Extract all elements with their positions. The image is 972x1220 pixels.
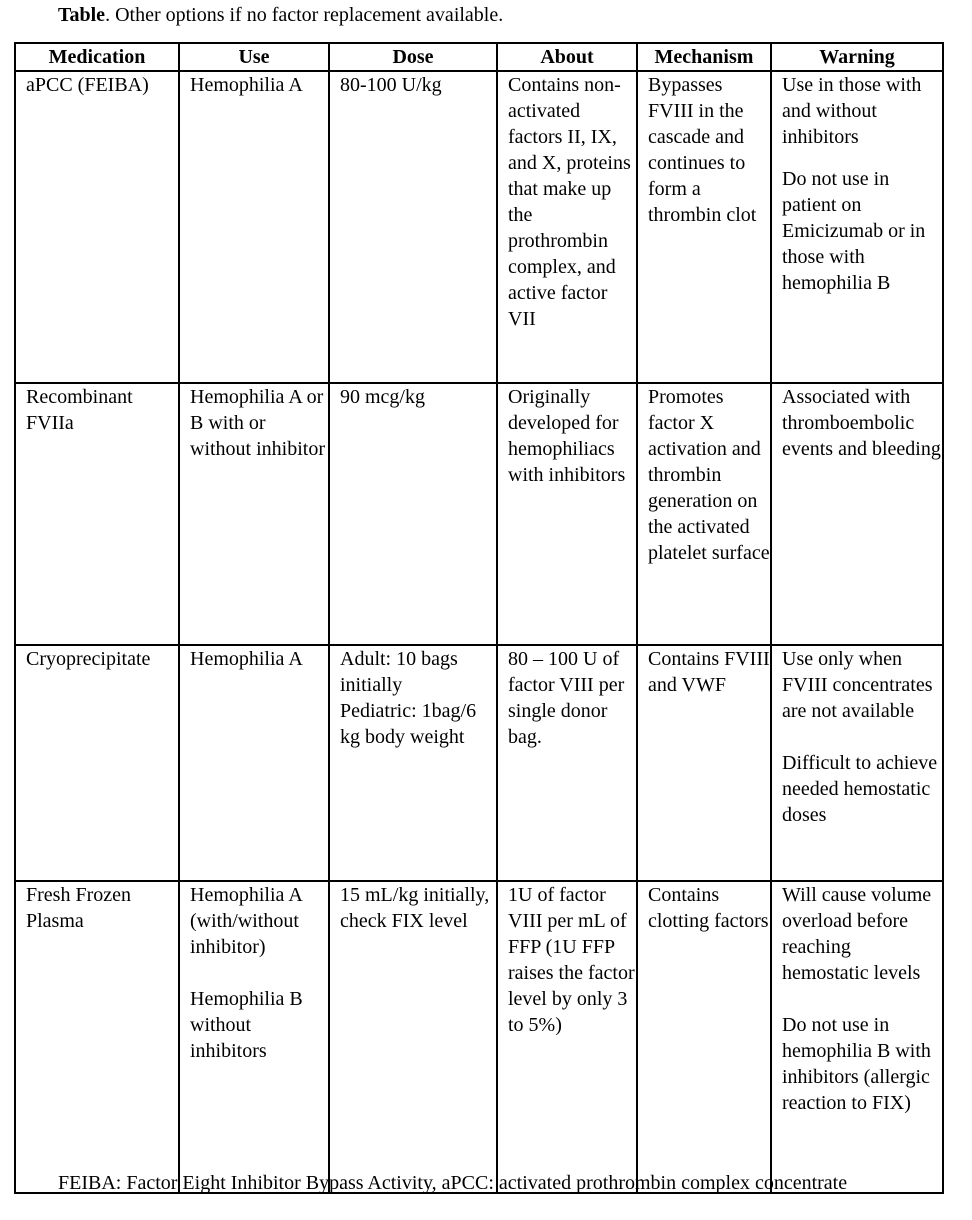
about-text: Contains non-activated factors II, IX, and X, proteins that make up the prothrombin complex, and active factor VII xyxy=(508,74,631,330)
medication-cell: aPCC (FEIBA) xyxy=(15,71,179,383)
warning-cell xyxy=(771,881,943,1193)
dose-text: 90 mcg/kg xyxy=(340,386,425,408)
mechanism-text: Contains FVIII and VWF xyxy=(648,648,770,696)
medication-cell: Recombinant FVIIa xyxy=(15,383,179,645)
dose-text: Pediatric: 1bag/6 kg body weight xyxy=(340,700,477,748)
warning-text: Will cause volume overload before reaching hemostatic levels xyxy=(782,884,932,984)
table-row xyxy=(15,71,943,383)
caption-label: Table xyxy=(58,4,106,26)
warning-text: Use only when FVIII concentrates are not available xyxy=(782,648,933,722)
mechanism-text: Contains clotting factors xyxy=(648,884,769,932)
warning-text: Difficult to achieve needed hemostatic doses xyxy=(782,752,938,826)
about-cell xyxy=(497,645,637,881)
about-cell xyxy=(497,383,637,645)
mechanism-text: Bypasses FVIII in the cascade and continues to form a thrombin clot xyxy=(648,74,757,226)
dose-text: 80-100 U/kg xyxy=(340,74,442,96)
header-about: About xyxy=(497,43,637,71)
warning-cell xyxy=(771,71,943,383)
header-medication: Medication xyxy=(15,43,179,71)
use-cell xyxy=(179,645,329,881)
table-row xyxy=(15,881,943,1193)
header-dose: Dose xyxy=(329,43,497,71)
table-row xyxy=(15,645,943,881)
dose-cell xyxy=(329,881,497,1193)
mechanism-cell xyxy=(637,645,771,881)
medication-table xyxy=(14,42,944,1194)
warning-text: Use in those with and without inhibitors xyxy=(782,74,922,148)
table-header-row xyxy=(15,43,943,71)
warning-text: Do not use in patient on Emicizumab or in those with hemophilia B xyxy=(782,168,926,294)
about-text: 1U of factor VIII per mL of FFP (1U FFP raises the factor level by only 3 to 5%) xyxy=(508,884,635,1036)
use-cell xyxy=(179,71,329,383)
mechanism-text: Promotes factor X activation and thrombin generation on the activated platelet surface xyxy=(648,386,770,564)
dose-cell xyxy=(329,383,497,645)
use-cell xyxy=(179,881,329,1193)
about-cell xyxy=(497,71,637,383)
table-caption xyxy=(58,2,503,28)
warning-text: Do not use in hemophilia B with inhibitors (allergic reaction to FIX) xyxy=(782,1014,931,1114)
use-text: Hemophilia A (with/without inhibitor) xyxy=(190,884,302,958)
use-text: Hemophilia B without inhibitors xyxy=(190,988,303,1062)
use-text: Hemophilia A xyxy=(190,648,303,670)
table-footnote: FEIBA: Factor Eight Inhibitor Bypass Activity, aPCC: activated prothrombin complex concentrate xyxy=(58,1172,848,1194)
mechanism-cell xyxy=(637,71,771,383)
medication-cell: Cryoprecipitate xyxy=(15,645,179,881)
mechanism-cell xyxy=(637,383,771,645)
use-cell xyxy=(179,383,329,645)
header-mechanism: Mechanism xyxy=(637,43,771,71)
dose-text: Adult: 10 bags initially xyxy=(340,648,458,696)
dose-text: 15 mL/kg initially, check FIX level xyxy=(340,884,490,932)
about-text: 80 – 100 U of factor VIII per single donor bag. xyxy=(508,648,625,748)
header-use: Use xyxy=(179,43,329,71)
about-text: Originally developed for hemophiliacs with inhibitors xyxy=(508,386,626,486)
medication-cell: Fresh Frozen Plasma xyxy=(15,881,179,1193)
caption-text: . Other options if no factor replacement available. xyxy=(105,4,504,26)
dose-cell xyxy=(329,71,497,383)
table-row xyxy=(15,383,943,645)
warning-text: Associated with thromboembolic events and bleeding xyxy=(782,386,941,460)
use-text: Hemophilia A or B with or without inhibitor xyxy=(190,386,325,460)
mechanism-cell xyxy=(637,881,771,1193)
warning-cell xyxy=(771,383,943,645)
dose-cell xyxy=(329,645,497,881)
header-warning: Warning xyxy=(771,43,943,71)
use-text: Hemophilia A xyxy=(190,74,303,96)
about-cell xyxy=(497,881,637,1193)
warning-cell xyxy=(771,645,943,881)
